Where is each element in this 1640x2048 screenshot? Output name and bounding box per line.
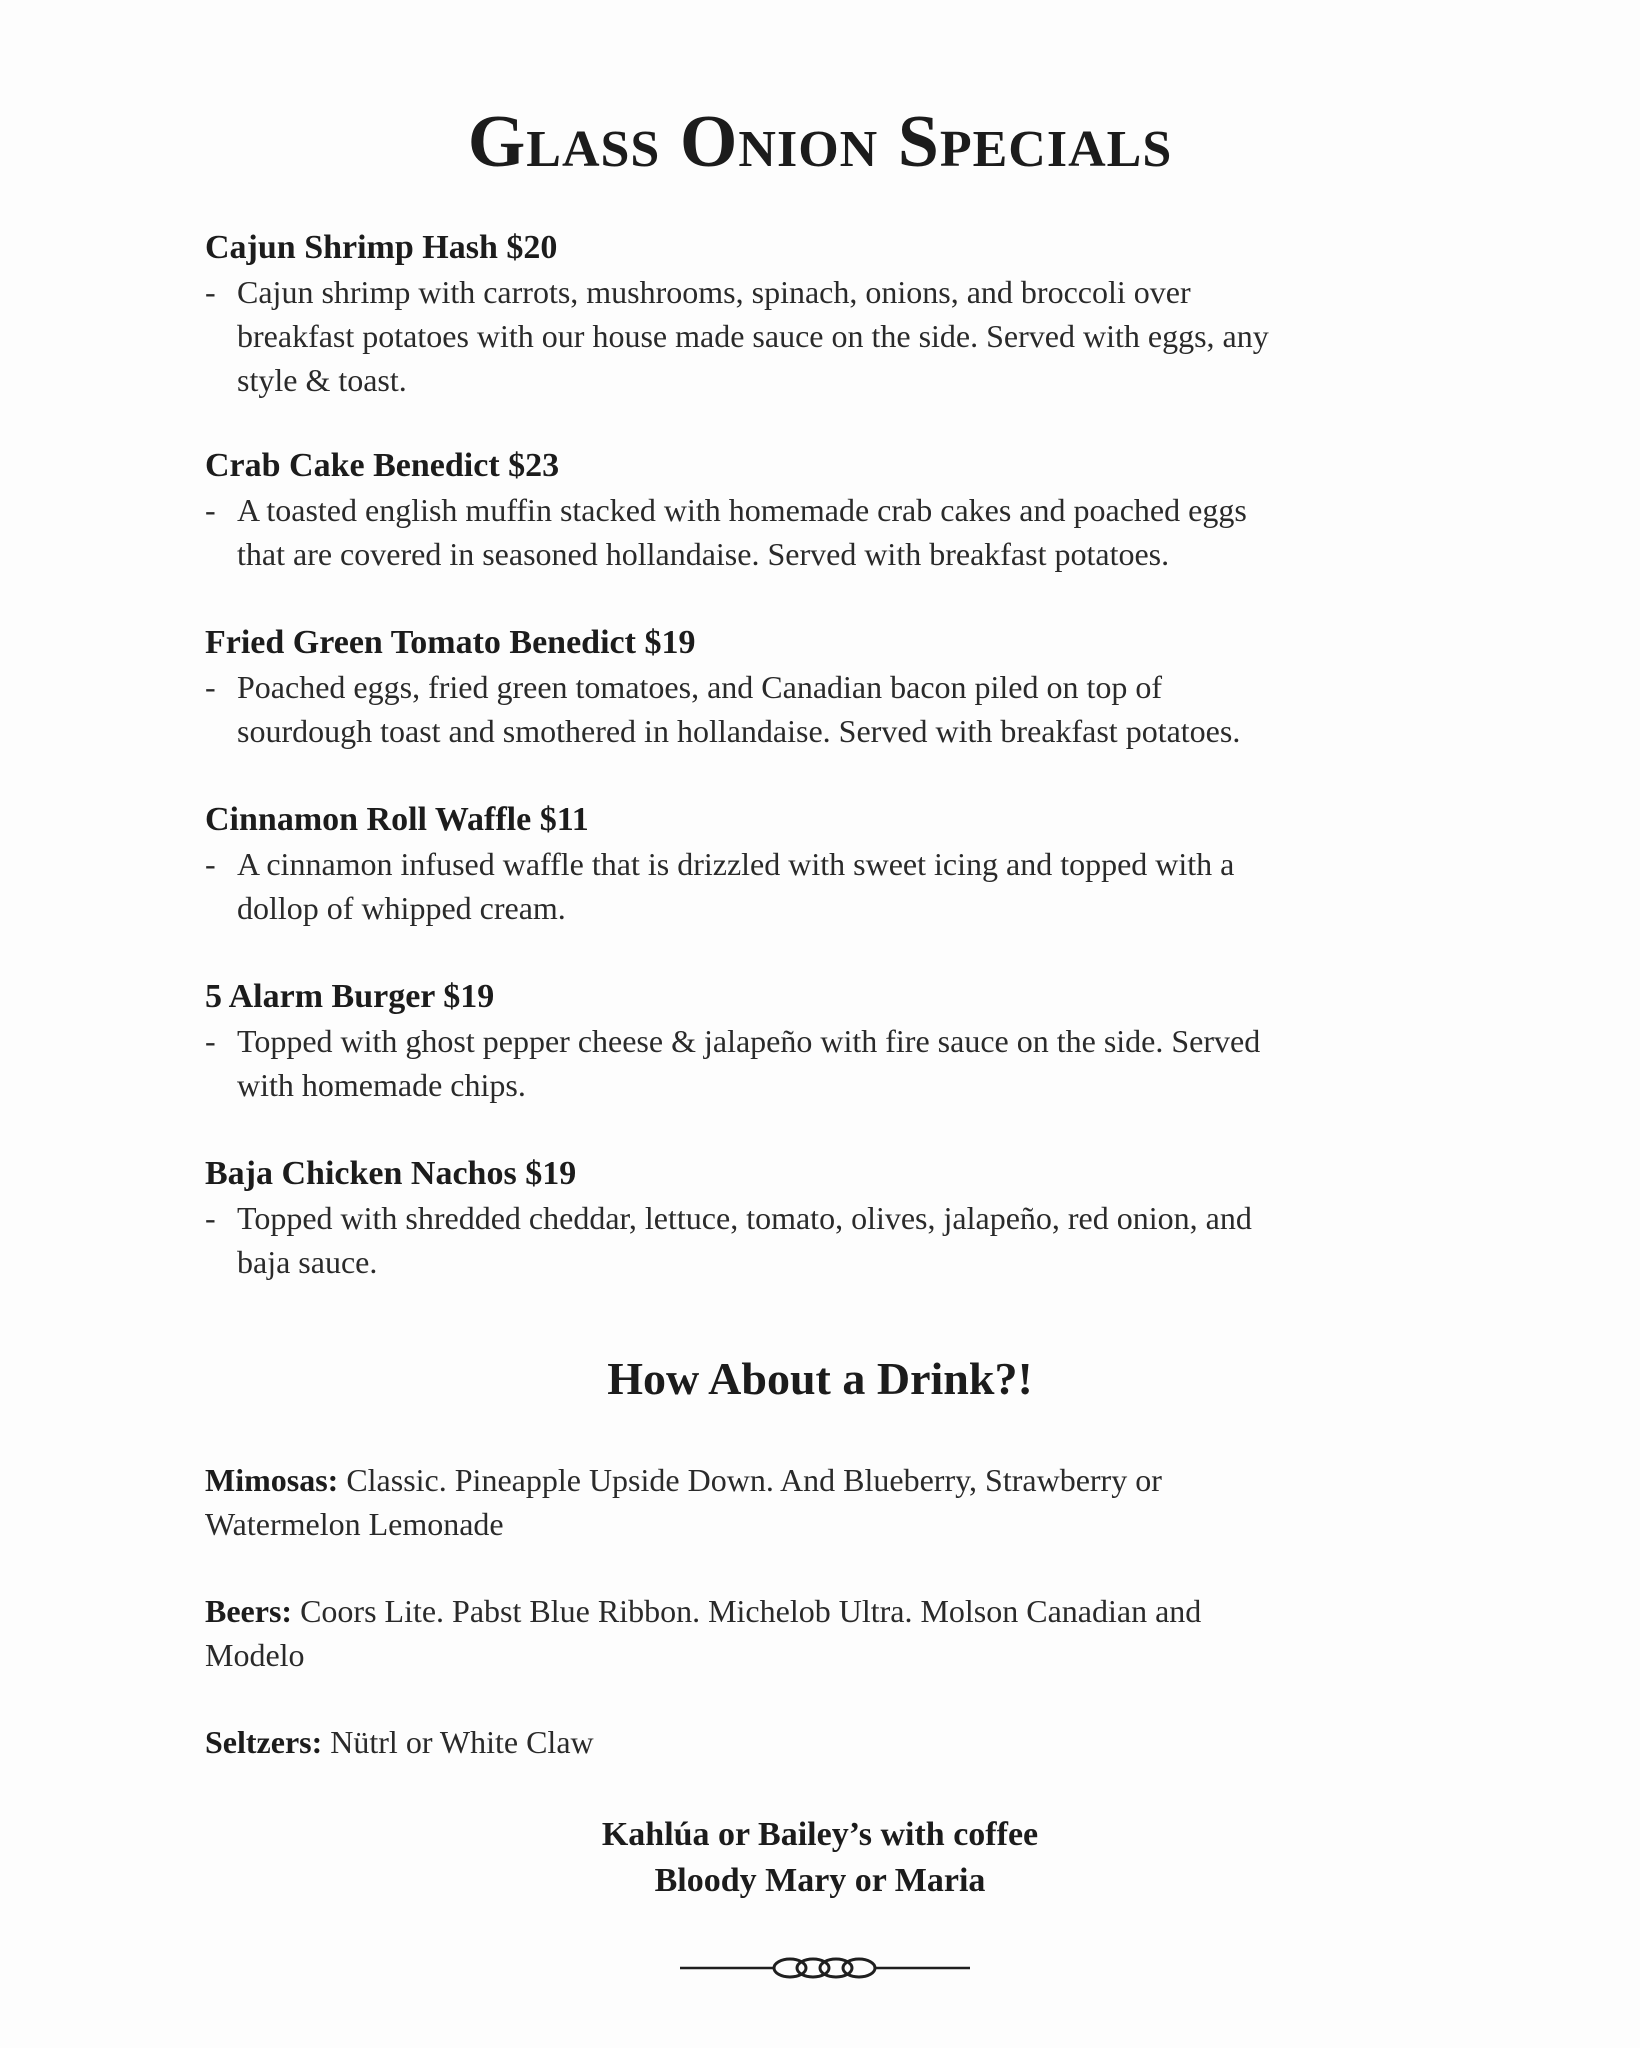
menu-item-baja-chicken-nachos [205,1152,1455,1284]
drink-label: Seltzers: [205,1724,323,1760]
menu-item-crab-cake-benedict [205,444,1455,576]
drink-line: Watermelon Lemonade [205,1506,504,1542]
menu-item-name: Cajun Shrimp Hash $20 [205,229,558,266]
description-line: Poached eggs, fried green tomatoes, and Canadian bacon piled on top of [237,669,1163,705]
menu-item-description [205,1196,1455,1284]
page-title: Glass Onion Specials [467,101,1173,183]
dash-bullet: - [205,274,216,310]
menu-item-description [205,488,1455,576]
menu-item-description [205,842,1455,930]
drink-line [205,1720,1435,1764]
menu-item-fried-green-tomato-benedict [205,621,1455,753]
drink-line [205,1589,1435,1633]
menu-item-name: Fried Green Tomato Benedict $19 [205,624,696,661]
dash-bullet: - [205,669,216,705]
description-line: A cinnamon infused waffle that is drizzled with sweet icing and topped with a [237,846,1235,882]
menu-item-name: 5 Alarm Burger $19 [205,978,495,1015]
drink-label: Beers: [205,1593,293,1629]
dash-bullet: - [205,1023,216,1059]
description-line: baja sauce. [237,1244,378,1280]
menu-item-name: Baja Chicken Nachos $19 [205,1155,577,1192]
dash-bullet: - [205,846,216,882]
drink-line: Modelo [205,1637,305,1673]
menu-item-name: Cinnamon Roll Waffle $11 [205,801,589,838]
drink-seltzers [205,1720,1435,1764]
menu-item-5-alarm-burger [205,975,1455,1107]
description-line: sourdough toast and smothered in hollandaise. Served with breakfast potatoes. [237,713,1241,749]
description-line: Cajun shrimp with carrots, mushrooms, spinach, onions, and broccoli over [237,274,1191,310]
drink-text: Nütrl or White Claw [330,1724,594,1760]
description-line: A toasted english muffin stacked with homemade crab cakes and poached eggs [237,492,1247,528]
description-line: that are covered in seasoned hollandaise. Served with breakfast potatoes. [237,536,1170,572]
drinks-heading: How About a Drink?! [607,1353,1033,1404]
description-line: Topped with shredded cheddar, lettuce, tomato, olives, jalapeño, red onion, and [237,1200,1252,1236]
menu-item-description [205,665,1455,753]
description-line: Topped with ghost pepper cheese & jalapeño with fire sauce on the side. Served [237,1023,1261,1059]
drink-line [205,1458,1435,1502]
description-line: with homemade chips. [237,1067,526,1103]
drink-mimosas [205,1458,1435,1546]
dash-bullet: - [205,492,216,528]
description-line: breakfast potatoes with our house made sauce on the side. Served with eggs, any [237,318,1269,354]
special-drink-line: Bloody Mary or Maria [654,1862,986,1899]
drink-text: Coors Lite. Pabst Blue Ribbon. Michelob Ultra. Molson Canadian and [300,1593,1202,1629]
scroll-divider-icon [680,1948,970,1988]
menu-item-cinnamon-roll-waffle [205,798,1455,930]
drink-label: Mimosas: [205,1462,339,1498]
menu-item-description [205,1019,1455,1107]
menu-item-description [205,270,1455,402]
drink-beers [205,1589,1435,1677]
drink-text: Classic. Pineapple Upside Down. And Blueberry, Strawberry or [346,1462,1162,1498]
menu-item-name: Crab Cake Benedict $23 [205,447,560,484]
dash-bullet: - [205,1200,216,1236]
description-line: style & toast. [237,362,407,398]
menu-item-cajun-shrimp-hash [205,226,1455,402]
description-line: dollop of whipped cream. [237,890,566,926]
special-drink-line: Kahlúa or Bailey’s with coffee [601,1816,1039,1853]
